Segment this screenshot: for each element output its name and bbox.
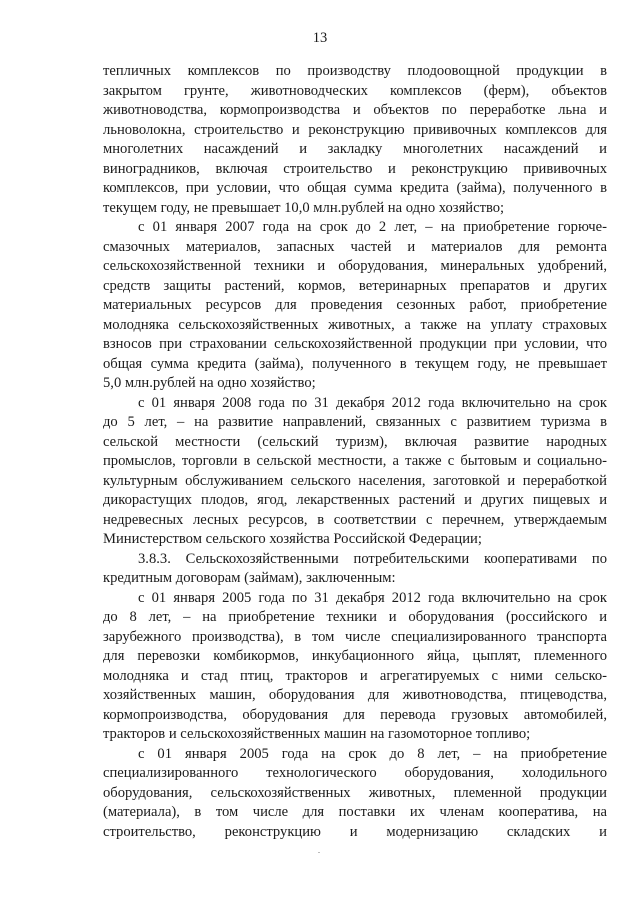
text-line: материальных ресурсов для проведения сезонных работ, приобретение <box>103 297 607 313</box>
text-line: (материала), в том числе для поставки их членам кооператива, на <box>103 804 607 820</box>
text-line: промыслов, торговли в сельской местности, а также с бытовым и социально- <box>103 453 607 469</box>
text-line: закрытом грунте, животноводческих комплексов (ферм), объектов <box>103 82 607 99</box>
text-line: до 5 лет, – на развитие направлений, связанных с развитием туризма в <box>103 414 607 430</box>
text-line: Министерством сельского хозяйства Российской Федерации; <box>103 531 482 547</box>
text-line: кредитным договорам (займам), заключенным: <box>103 570 396 586</box>
text-line: кормопроизводства, оборудования для перевода грузовых автомобилей, <box>103 706 607 723</box>
text-line: недревесных лесных ресурсов, в соответствии с перечнем, утверждаемым <box>103 511 607 528</box>
page-number: 13 <box>312 30 328 46</box>
text-line: тепличных комплексов по производству плодоовощной продукции в <box>103 63 607 79</box>
text-line: общая сумма кредита (займа), полученного в текущем году, не превышает <box>103 355 607 372</box>
text-line: с 01 января 2007 года на срок до 2 лет, – на приобретение горюче- <box>138 219 607 235</box>
text-line: строительство, реконструкцию и модернизацию складских и <box>103 823 607 840</box>
text-line: специализированного технологического оборудования, холодильного <box>103 765 607 781</box>
text-line: с 01 января 2008 года по 31 декабря 2012 года включительно на срок <box>138 394 607 411</box>
text-line: взносов при страховании сельскохозяйственной продукции при условии, что <box>103 336 607 352</box>
text-line: тракторов и сельскохозяйственных машин на газомоторное топливо; <box>103 726 531 742</box>
text-line: комплексов, при условии, что общая сумма кредита (займа), полученного в <box>103 180 607 196</box>
text-line: 5,0 млн.рублей на одно хозяйство; <box>103 375 316 391</box>
text-line: смазочных материалов, запасных частей и материалов для ремонта <box>103 238 607 255</box>
text-line: средств защиты растений, кормов, ветеринарных препаратов и других <box>103 277 607 294</box>
text-line: сельской местности (сельский туризм), включая развитие народных <box>103 433 607 450</box>
text-line: 3.8.3. Сельскохозяйственными потребительскими кооперативами по <box>138 550 607 567</box>
text-line: дикорастущих плодов, ягод, лекарственных растений и других пищевых и <box>103 492 607 508</box>
scan-speck <box>318 852 320 853</box>
text-line: сельскохозяйственной техники и оборудования, минеральных удобрений, <box>103 258 607 274</box>
text-line: до 8 лет, – на приобретение техники и оборудования (российского и <box>103 609 607 625</box>
text-line: молодняка сельскохозяйственных животных, а также на уплату страховых <box>103 316 607 333</box>
text-line: с 01 января 2005 года на срок до 8 лет, – на приобретение <box>138 745 607 762</box>
text-line: для перевозки комбикормов, инкубационного яйца, цыплят, племенного <box>103 648 607 664</box>
text-line: многолетних насаждений и закладку многолетних насаждений и <box>103 141 607 157</box>
text-line: хозяйственных машин, оборудования для животноводства, птицеводства, <box>103 687 607 703</box>
document-body <box>103 62 607 842</box>
text-line: культурным обслуживанием сельского населения, заготовкой и переработкой <box>103 472 607 489</box>
text-line: текущем году, не превышает 10,0 млн.рублей на одно хозяйство; <box>103 199 505 216</box>
text-line: оборудования, сельскохозяйственных животных, племенной продукции <box>103 784 607 801</box>
text-line: молодняка и стад птиц, тракторов и агрегатируемых с ними сельско- <box>103 667 607 684</box>
text-line: виноградников, включая строительство и реконструкцию прививочных <box>103 160 607 177</box>
text-line: зарубежного производства), в том числе специализированного транспорта <box>103 628 607 645</box>
text-line: с 01 января 2005 года по 31 декабря 2012 года включительно на срок <box>138 589 607 606</box>
text-line: льноволокна, строительство и реконструкцию прививочных комплексов для <box>103 121 607 138</box>
text-line: животноводства, кормопроизводства и объектов по переработке льна и <box>103 102 607 118</box>
